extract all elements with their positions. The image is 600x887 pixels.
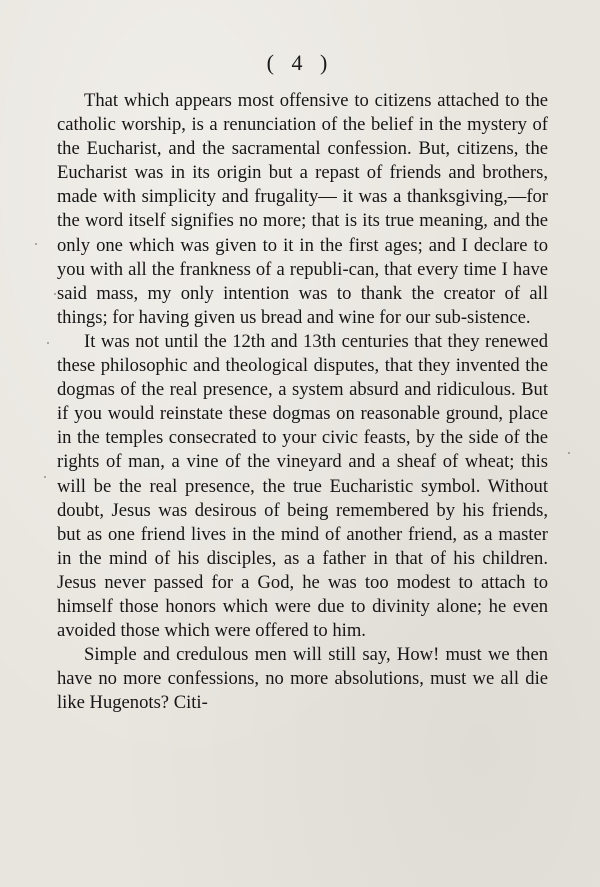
paper-speck [568, 452, 570, 454]
paragraph-2: It was not until the 12th and 13th centuries that they renewed these philosophic and theological disputes, that they invented the dogmas of the real presence, a system absurd and ridiculous. But if you would reinstate these dogmas on reasonable ground, place in the temples consecrated to your civic feasts, by the side of the rights of man, a vine of the vineyard and a sheaf of wheat; this will be the real presence, the true Eucharistic symbol. Without doubt, Jesus was desirous of being remembered by his friends, but as one friend lives in the mind of another friend, as a master in the mind of his disciples, as a father in that of his children. Jesus never passed for a God, he was too modest to attach to himself those honors which were due to divinity alone; he even avoided those which were offered to him. [57, 330, 548, 642]
paper-speck [58, 413, 60, 415]
paragraph-1: That which appears most offensive to citizens attached to the catholic worship, is a renunciation of the belief in the mystery of the Eucharist, and the sacramental confession. But, citizens, the Eucharist was in its origin but a repast of friends and brothers, made with simplicity and frugality— it was a thanksgiving,—for the word itself signifies no more; that is its true meaning, and the only one which was given to it in the first ages; and I declare to you with all the frankness of a republi-can, that every time I have said mass, my only intention was to thank the creator of all things; for having given us bread and wine for our sub-sistence. [57, 90, 548, 328]
paper-speck [35, 243, 37, 245]
paper-speck [54, 293, 56, 295]
body-text [57, 89, 548, 715]
paper-speck [44, 476, 46, 478]
paper-speck [47, 342, 49, 344]
page-number: ( 4 ) [266, 50, 334, 75]
paragraph-3: Simple and credulous men will still say, How! must we then have no more confessions, no more absolutions, must we all die like Hugenots? Citi- [57, 644, 548, 714]
